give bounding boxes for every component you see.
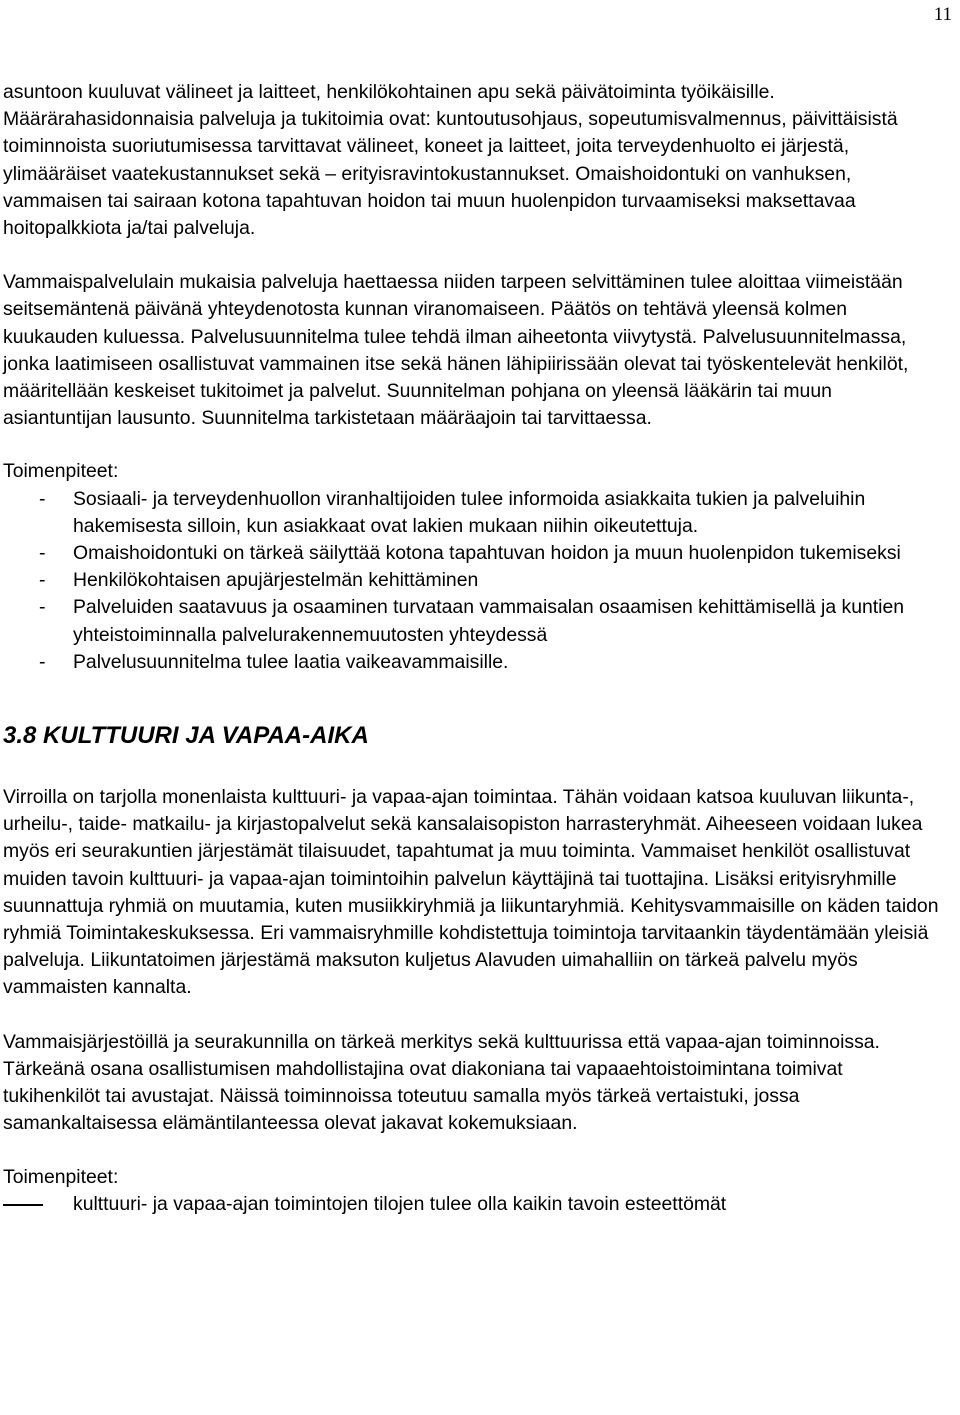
list-item (3, 540, 939, 567)
dash-bullet: - (39, 542, 46, 565)
list-item (3, 486, 939, 540)
list-item (3, 649, 939, 676)
list-item (3, 567, 939, 594)
paragraph-service-plan: Vammaispalvelulain mukaisia palveluja haettaessa niiden tarpeen selvittäminen tulee aloittaa viimeistään seitsemäntenä päivänä yhteydenotosta kunnan viranomaiseen. Päätös on tehtävä yleensä kolmen kuukauden kuluessa. Palvelusuunnitelma tulee tehdä ilman aiheetonta viivytystä. Palvelusuunnitelmassa, jonka laatimiseen osallistuvat vammainen itse sekä hänen lähipiirissään olevat tai työskentelevät henkilöt, määritellään keskeiset tukitoimet ja palvelut. Suunnitelman pohjana on yleensä lääkärin tai muun asiantuntijan lausunto. Suunnitelma tarkistetaan määräajoin tai tarvittaessa. (3, 271, 909, 430)
page-number: 11 (933, 4, 952, 25)
list-item-text: kulttuuri- ja vapaa-ajan toimintojen tilojen tulee olla kaikin tavoin esteettömät (73, 1192, 727, 1215)
measures-list (3, 1191, 939, 1218)
paragraph-services: asuntoon kuuluvat välineet ja laitteet, henkilökohtainen apu sekä päivätoiminta työikäisille. Määrärahasidonnaisia palveluja ja tukitoimia ovat: kuntoutusohjaus, sopeutumisvalmennus, päivittäisistä toiminnoista suoriutumisessa tarvittavat välineet, koneet ja laitteet, joita terveydenhuolto ei järjestä, ylimääräiset vaatekustannukset sekä – erityisravintokustannukset. Omaishoidontuki on vanhuksen, vammaisen tai sairaan kotona tapahtuvan hoidon tai muun huolenpidon turvaamiseksi maksettavaa hoitopalkkiota ja/tai palveluja. (3, 81, 898, 240)
list-item-text: Omaishoidontuki on tärkeä säilyttää kotona tapahtuvan hoidon ja muun huolenpidon tukemiseksi (73, 542, 901, 565)
dash-bullet: - (39, 487, 46, 510)
dash-bullet: - (39, 596, 46, 619)
measures-title: Toimenpiteet: (3, 1165, 119, 1188)
list-item-text: Palvelusuunnitelma tulee laatia vaikeavammaisille. (73, 650, 509, 673)
list-item (3, 1191, 939, 1218)
list-item-text: Henkilökohtaisen apujärjestelmän kehittäminen (73, 569, 479, 592)
paragraph-culture: Virroilla on tarjolla monenlaista kulttuuri- ja vapaa-ajan toimintaa. Tähän voidaan katsoa kuuluvan liikunta-, urheilu-, taide- matkailu- ja kirjastopalvelut sekä kansalaisopiston harrasteryhmät. Aiheeseen voidaan lukea myös eri seurakuntien järjestämät tilaisuudet, tapahtumat ja muu toiminta. Vammaiset henkilöt osallistuvat muiden tavoin kulttuuri- ja vapaa-ajan toimintoihin palvelun käyttäjinä tai tuottajina. Lisäksi erityisryhmille suunnattuja ryhmiä on muutamia, kuten musiikkiryhmiä ja liikuntaryhmiä. Kehitysvammaisille on käden taidon ryhmiä Toimintakeskuksessa. Eri vammaisryhmille kohdistettuja toimintoja tarvitaankin täydentämään yleisiä palveluja. Liikuntatoimen järjestämä maksuton kuljetus Alavuden uimahalliin on tärkeä palvelu myös vammaisten kannalta. (3, 786, 939, 999)
list-item-text: Sosiaali- ja terveydenhuollon viranhaltijoiden tulee informoida asiakkaita tukien ja palveluihin hakemisesta silloin, kun asiakkaat ovat lakien mukaan niihin oikeutettuja. (73, 487, 866, 537)
section-heading: 3.8 KULTTUURI JA VAPAA-AIKA (3, 722, 369, 750)
measures-list (3, 486, 939, 676)
list-item (3, 594, 939, 648)
document-body (3, 79, 939, 1218)
dash-bullet: - (39, 650, 46, 673)
measures-title: Toimenpiteet: (3, 460, 119, 483)
dash-bullet (3, 1204, 43, 1206)
paragraph-organizations: Vammaisjärjestöillä ja seurakunnilla on tärkeä merkitys sekä kulttuurissa että vapaa-ajan toiminnoissa. Tärkeänä osana osallistumisen mahdollistajina ovat diakoniana tai vapaaehtoistoimintana toimivat tukihenkilöt tai avustajat. Näissä toiminnoissa toteutuu samalla myös tärkeä vertaistuki, jossa samankaltaisessa elämäntilanteessa olevat jakavat kokemuksiaan. (3, 1030, 880, 1135)
dash-bullet: - (39, 569, 46, 592)
list-item-text: Palveluiden saatavuus ja osaaminen turvataan vammaisalan osaamisen kehittämisellä ja kuntien yhteistoiminnalla palvelurakennemuutosten yhteydessä (73, 596, 905, 646)
